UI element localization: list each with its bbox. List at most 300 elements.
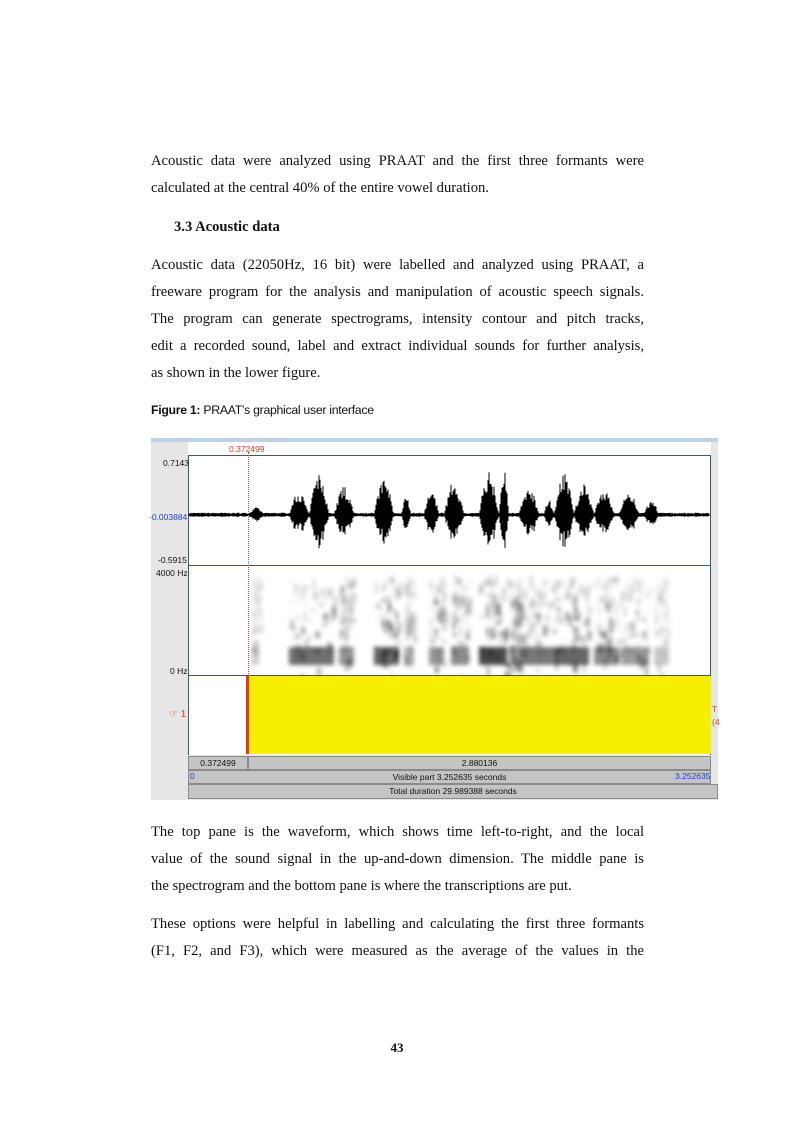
spectrogram-cell	[562, 619, 565, 624]
spectrogram-cell	[252, 604, 255, 611]
spectrogram-cell	[453, 632, 455, 637]
spectrogram-cell	[460, 601, 465, 605]
spectrogram-cell	[542, 591, 546, 599]
cursor-line	[248, 452, 249, 676]
spectrogram-cell	[375, 604, 379, 608]
tier-interval[interactable]	[248, 676, 711, 754]
spectrogram-cell	[539, 590, 541, 593]
spectrogram-cell	[523, 634, 527, 643]
paragraph-line: Acoustic data (22050Hz, 16 bit) were labelled and analyzed using PRAAT, a	[151, 257, 644, 273]
spectrogram-cell	[333, 587, 337, 597]
spectrogram-cell	[514, 615, 518, 625]
spectrogram-cell	[304, 640, 309, 648]
spectrogram-cell	[496, 603, 501, 609]
spectrogram-cell	[302, 597, 306, 607]
spectrogram-cell	[441, 638, 444, 641]
spectrogram-cell	[587, 630, 592, 640]
spectrogram-cell	[252, 611, 255, 618]
spectrogram-cell	[308, 617, 313, 623]
spectrogram-cell	[602, 630, 606, 637]
spectrogram-cell	[611, 576, 615, 582]
spectrogram-cell	[398, 640, 401, 645]
spectrogram-cell	[556, 614, 561, 623]
spectrogram-cell	[637, 614, 639, 621]
spectrogram-cell	[510, 666, 513, 675]
waveform[interactable]	[189, 456, 710, 565]
spectrogram-cell	[662, 601, 665, 605]
spectrogram-cell	[442, 598, 447, 602]
segment-left-bar[interactable]: 0.372499	[188, 756, 248, 770]
spectrogram-cell	[512, 583, 516, 588]
paragraph-line: (F1, F2, and F3), which were measured as the average of the values in the	[151, 943, 644, 959]
spectrogram-cell	[587, 606, 591, 610]
spectrogram-cell	[646, 623, 649, 630]
spectrogram-cell	[460, 626, 462, 636]
spectrogram-cell	[444, 612, 449, 623]
spectrogram-cell	[585, 626, 589, 630]
spectrogram-cell	[597, 624, 601, 633]
total-duration-bar[interactable]: Total duration 29.989388 seconds	[188, 784, 718, 799]
formant-band	[429, 647, 444, 665]
spectrogram-cell	[625, 590, 628, 595]
spectrogram-cell	[492, 584, 494, 588]
spectrogram-cell	[296, 616, 298, 623]
spectrogram-cell	[346, 626, 348, 633]
spectrogram-cell	[615, 616, 619, 624]
spectrogram-cell	[253, 667, 256, 676]
tier-count-right: (4	[712, 717, 720, 727]
spectrogram-cell	[479, 584, 482, 590]
spectrogram-cell	[637, 601, 640, 605]
spectrogram-cell	[645, 633, 649, 638]
spectrogram-cell	[545, 625, 550, 634]
spectrogram-cell	[603, 596, 605, 604]
spectrogram-cell	[596, 580, 600, 588]
spectrogram-cell	[297, 591, 299, 597]
spectrogram-cell	[460, 594, 465, 599]
spectrogram-cell	[543, 602, 547, 607]
spectrogram-cell	[346, 616, 350, 626]
spectrogram-cell	[581, 636, 586, 645]
spectrogram-cell	[451, 623, 456, 632]
formant-band	[289, 647, 334, 665]
spectrogram-cell	[436, 668, 438, 674]
spectrogram-cell	[469, 598, 471, 604]
paragraph-line: The program can generate spectrograms, intensity contour and pitch tracks,	[151, 311, 644, 327]
spectrogram-cell	[609, 636, 613, 644]
spectrogram-cell	[548, 588, 550, 592]
spectrogram-cell	[585, 598, 589, 607]
spectrogram-cell	[436, 587, 441, 594]
spectrogram-cell	[567, 589, 572, 598]
caption-text: PRAAT’s graphical user interface	[200, 403, 374, 417]
spectrogram-cell	[345, 635, 349, 641]
spectrogram-cell	[488, 617, 493, 625]
spectrogram-cell	[294, 589, 296, 595]
spectrogram-cell	[409, 579, 413, 584]
spectrogram-cell	[600, 579, 604, 585]
spectrogram-cell	[342, 617, 345, 623]
spectrogram-cell	[463, 616, 465, 624]
spectrogram-cell	[659, 577, 661, 582]
spectrogram-cell	[318, 603, 322, 607]
praat-figure	[151, 438, 718, 800]
spectrogram-cell	[527, 618, 530, 628]
spectrogram-cell	[384, 581, 387, 586]
spectrogram-cell	[603, 592, 607, 595]
spectrogram-cell	[353, 593, 356, 604]
spectrogram-cell	[664, 628, 668, 632]
spectrogram-cell	[321, 590, 325, 599]
spectrogram-cell	[649, 589, 652, 595]
formant-band	[479, 647, 507, 665]
spectrogram-cell	[455, 613, 457, 622]
spectrogram-cell	[574, 626, 577, 636]
spectrogram-cell	[329, 590, 332, 593]
spectrogram-cell	[517, 579, 522, 589]
formant-band	[621, 647, 649, 665]
spectrogram-cell	[553, 587, 557, 593]
spectrogram-cell	[405, 634, 410, 637]
spectrogram-cell	[539, 596, 541, 607]
spectrogram-cell	[345, 595, 348, 605]
spectrogram-cell	[588, 589, 590, 597]
spectrogram-cell	[522, 643, 526, 646]
tier-name-right: T	[712, 704, 718, 714]
spectrogram-cell	[617, 639, 622, 645]
spectrogram-cell	[290, 579, 295, 586]
spectrogram-cell	[295, 627, 297, 635]
spectrogram-cell	[552, 630, 557, 636]
spectrogram-cell	[414, 591, 416, 598]
spectrogram-cell	[379, 608, 383, 613]
formant-band	[339, 647, 354, 665]
spectrogram-cell	[569, 585, 571, 589]
spectrogram-cell	[300, 584, 304, 592]
spectrogram-cell	[657, 597, 661, 603]
spectrogram-cell	[329, 615, 333, 626]
formant-band	[509, 647, 519, 665]
spectrogram-cell	[333, 609, 337, 619]
spectrogram-cell	[410, 603, 413, 609]
tier-number: 1	[180, 709, 187, 720]
spectrogram-cell	[443, 624, 447, 632]
formant-band	[451, 647, 469, 665]
spectrogram-cell	[491, 601, 495, 609]
spectrogram-cell	[484, 580, 487, 584]
spectrogram-cell	[586, 618, 588, 624]
spectrogram-cell	[291, 601, 294, 604]
spectrogram-cell	[615, 610, 617, 614]
spectrogram-cell	[663, 578, 666, 584]
paragraph-line: Acoustic data were analyzed using PRAAT and the first three formants were	[151, 153, 644, 169]
spectrogram-cell	[500, 631, 504, 636]
spectrogram-cell	[535, 642, 539, 647]
spectrogram-cell	[412, 585, 416, 589]
spectrogram-cell	[537, 602, 539, 609]
spectrogram-cell	[533, 611, 535, 619]
spectrogram-cell	[516, 608, 520, 611]
spectrogram-cell	[256, 595, 261, 602]
paragraph-line: calculated at the central 40% of the entire vowel duration.	[151, 180, 489, 196]
spectrogram-cell	[598, 606, 602, 615]
spectrogram-cell	[352, 628, 357, 637]
visible-start-label: 0	[190, 771, 195, 781]
spectrogram-cell	[348, 584, 351, 590]
freq-max-label: 4000 Hz	[156, 568, 188, 578]
spectrogram-cell	[480, 616, 485, 620]
spectrogram-cell	[341, 596, 345, 605]
spectrogram-cell	[621, 590, 624, 599]
spectrogram-cell	[311, 636, 315, 640]
formant-band	[654, 647, 669, 665]
spectrogram-cell	[382, 587, 386, 591]
spectrogram-cell	[604, 584, 607, 592]
spectrogram-cell	[487, 666, 489, 676]
spectrogram-cell	[530, 583, 533, 590]
cursor-time-label: 0.372499	[229, 444, 265, 454]
spectrogram-cell	[414, 636, 418, 642]
spectrogram-cell	[645, 608, 647, 614]
spectrogram-cell	[483, 590, 485, 597]
spectrogram-cell	[655, 606, 658, 613]
spectrogram-cell	[589, 584, 593, 589]
spectrogram-cell	[634, 632, 638, 638]
spectrogram-cell	[340, 630, 343, 640]
spectrogram-cell	[259, 582, 263, 587]
spectrogram-cell	[430, 628, 433, 638]
spectrogram-cell	[328, 586, 331, 590]
spectrogram-cell	[655, 619, 659, 626]
spectrogram-cell	[644, 666, 648, 676]
spectrogram-cell	[391, 578, 394, 587]
spectrogram-cell	[493, 594, 498, 602]
spectrogram-cell	[643, 592, 648, 596]
spectrogram-cell	[609, 628, 614, 634]
spectrogram-cell	[411, 610, 413, 617]
spectrogram-cell	[252, 601, 254, 604]
spectrogram-cell	[657, 625, 660, 636]
spectrogram-cell	[303, 612, 306, 622]
spectrogram-cell	[430, 639, 434, 644]
spectrogram-cell	[435, 629, 439, 639]
spectrogram-cell	[386, 577, 390, 580]
spectrogram-cell	[395, 629, 399, 638]
spectrogram-cell	[572, 638, 575, 644]
spectrogram-cell	[599, 593, 603, 602]
spectrogram-cell	[502, 588, 506, 593]
spectrogram-cell	[552, 621, 556, 624]
paragraph-line: value of the sound signal in the up-and-down dimension. The middle pane is	[151, 851, 644, 867]
caption-label: Figure 1:	[151, 403, 201, 417]
freq-min-label: 0 Hz	[170, 666, 188, 676]
spectrogram-cell	[496, 621, 499, 626]
spectrogram-cell	[570, 624, 574, 630]
spectrogram-cell	[517, 594, 521, 599]
spectrogram-cell	[444, 661, 448, 668]
waveform-trace	[189, 472, 709, 548]
spectrogram-cell	[327, 610, 330, 614]
spectrogram-cell	[494, 580, 499, 585]
spectrogram-cell	[326, 619, 329, 625]
spectrogram-cell	[534, 592, 539, 596]
spectrogram-cell	[314, 583, 316, 593]
spectrogram-cell	[572, 614, 576, 619]
spectrogram-cell	[561, 582, 565, 585]
spectrogram-cell	[535, 632, 539, 643]
formant-band	[404, 647, 414, 665]
spectrogram-cell	[405, 637, 409, 641]
spectrogram-cell	[375, 584, 378, 594]
tier-label[interactable]	[169, 709, 186, 720]
spectrogram-cell	[666, 579, 668, 585]
spectrogram-cell	[502, 639, 506, 645]
spectrogram-cell	[352, 618, 356, 624]
spectrogram-cell	[511, 630, 516, 640]
spectrogram-cell	[494, 610, 496, 614]
spectrogram-cell	[348, 626, 352, 630]
spectrogram-cell	[431, 592, 433, 596]
page-number: 43	[390, 1040, 404, 1055]
spectrogram-cell	[520, 601, 524, 607]
spectrogram-cell	[501, 584, 503, 587]
paragraph-3	[151, 819, 644, 900]
spectrogram-cell	[290, 619, 293, 628]
spectrogram-cell	[454, 576, 458, 583]
spectrogram-cell	[388, 595, 391, 600]
spectrogram-cell	[658, 603, 662, 606]
formant-band	[374, 647, 399, 665]
formant-band	[251, 647, 259, 665]
spectrogram-cell	[565, 612, 569, 619]
spectrogram-cell	[561, 638, 564, 643]
spectrogram-cell	[667, 595, 669, 599]
section-heading: 3.3 Acoustic data	[174, 219, 280, 235]
spectrogram-cell	[439, 608, 443, 616]
paragraph-line: These options were helpful in labelling and calculating the first three formants	[151, 916, 644, 932]
spectrogram-cell	[669, 620, 671, 626]
spectrogram-cell	[577, 628, 580, 633]
spectrogram-cell	[668, 577, 671, 581]
spectrogram-cell	[486, 603, 489, 609]
spectrogram-cell	[563, 597, 566, 607]
spectrogram-cell	[642, 617, 647, 621]
spectrogram-cell	[442, 584, 446, 594]
spectrogram-cell	[577, 612, 581, 620]
spectrogram-cell	[383, 622, 386, 632]
spectrogram-cell	[350, 609, 353, 617]
pointing-hand-icon: ☞	[169, 709, 178, 720]
segment-right-bar[interactable]: 2.880136	[248, 756, 711, 770]
spectrogram-cell	[305, 585, 310, 589]
spectrogram-cell	[543, 580, 547, 588]
spectrogram-cell	[505, 634, 508, 637]
amp-max-label: 0.7143	[163, 458, 189, 468]
spectrogram-cell	[430, 579, 433, 585]
spectrogram-cell	[292, 635, 295, 641]
spectrogram[interactable]	[189, 565, 710, 675]
spectrogram-cell	[457, 605, 461, 611]
spectrogram-cell	[322, 624, 326, 628]
paragraph-4	[151, 911, 644, 965]
spectrogram-cell	[436, 598, 439, 602]
spectrogram-cell	[309, 637, 311, 641]
spectrogram-cell	[608, 598, 613, 606]
spectrogram-cell	[519, 622, 522, 630]
spectrogram-cell	[610, 578, 612, 586]
spectrogram-cell	[528, 628, 532, 639]
spectrogram-cell	[570, 609, 573, 614]
spectrogram-cell	[406, 611, 409, 614]
spectrogram-cell	[256, 608, 260, 616]
spectrogram-cell	[394, 588, 396, 594]
paragraph-line: freeware program for the analysis and manipulation of acoustic speech signals.	[151, 284, 644, 300]
paragraph-line: edit a recorded sound, label and extract individual sounds for further analysis,	[151, 338, 644, 354]
spectrogram-cell	[523, 589, 528, 600]
spectrogram-cell	[321, 613, 325, 621]
spectrogram-cell	[654, 585, 657, 596]
spectrogram-cell	[624, 607, 626, 616]
spectrogram-cell	[405, 616, 407, 626]
spectrogram-cell	[255, 625, 260, 634]
spectrogram-cell	[501, 595, 505, 602]
spectrogram-cell	[605, 604, 608, 610]
spectrogram-cell	[388, 622, 392, 631]
spectrogram-cell	[662, 586, 666, 592]
spectrogram-cell	[409, 591, 412, 597]
visible-part-bar[interactable]: Visible part 3.252635 seconds	[188, 770, 711, 784]
spectrogram-cell	[513, 601, 518, 605]
spectrogram-cell	[558, 611, 560, 615]
spectrogram-cell	[388, 607, 392, 611]
spectrogram-cell	[582, 622, 585, 626]
spectrogram-cell	[555, 596, 560, 602]
spectrogram-cell	[612, 624, 614, 628]
formant-band	[554, 647, 589, 665]
spectrogram-cell	[376, 617, 378, 622]
spectrogram-cell	[536, 613, 540, 619]
spectrogram-cell	[573, 602, 576, 612]
visible-end-label: 3.252635	[675, 771, 711, 781]
paragraph-line: The top pane is the waveform, which shows time left-to-right, and the local	[151, 824, 644, 840]
spectrogram-cell	[510, 589, 513, 594]
spectrogram-cell	[306, 589, 311, 597]
spectrogram-cell	[637, 587, 642, 595]
spectrogram-cell	[311, 609, 315, 612]
spectrogram-cell	[499, 638, 502, 644]
spectrogram-cell	[545, 615, 550, 622]
spectrogram-cell	[333, 597, 337, 607]
spectrogram-cell	[578, 588, 582, 595]
spectrogram-cell	[315, 631, 320, 638]
spectrogram-cell	[453, 595, 456, 604]
spectrogram-cell	[489, 593, 492, 599]
spectrogram-cell	[661, 607, 664, 616]
paragraph-2	[151, 252, 644, 387]
paragraph-line: as shown in the lower figure.	[151, 365, 321, 381]
spectrogram-cell	[374, 579, 376, 583]
spectrogram-cell	[256, 640, 260, 644]
spectrogram-cell	[623, 637, 626, 646]
spectrogram-cell	[300, 627, 305, 633]
spectrogram-cell	[663, 636, 668, 646]
interval-boundary[interactable]	[246, 676, 249, 754]
spectrogram-cell	[465, 632, 469, 639]
spectrogram-cell	[340, 585, 345, 593]
spectrogram-cell	[550, 601, 555, 607]
spectrogram-cell	[665, 612, 668, 621]
spectrogram-cell	[486, 629, 489, 637]
